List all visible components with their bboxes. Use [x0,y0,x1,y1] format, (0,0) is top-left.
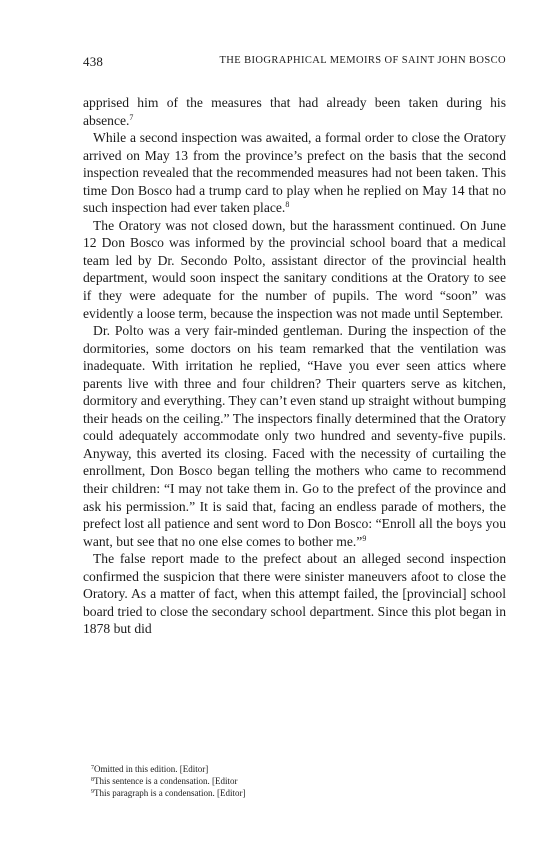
footnote-text: This paragraph is a condensation. [Editor] [94,788,246,798]
footnote-ref-8: 8 [285,200,290,210]
running-head: THE BIOGRAPHICAL MEMOIRS OF SAINT JOHN BOSCO [219,55,506,66]
paragraph-4 [83,322,506,550]
paragraph-4-text: Dr. Polto was a very fair-minded gentleman. During the inspection of the dormitories, some doctors on his team remarked that the ventilation was inadequate. With irritation he replied, “Have you ever seen attics where parents live with three and four children? Their quarters serve as kitchen, dormitory and everything. They can’t even stand up straight without bumping their heads on the ceiling.” The inspectors finally determined that the Oratory could adequately accommodate only two hundred and seventy-five pupils. Anyway, this averted its closing. Faced with the necessity of curtailing the enrollment, Don Bosco began telling the mothers who came to recommend their children: “I may not take them in. Go to the prefect of the province and ask his permission.” It is said that, facing an endless parade of mothers, the prefect lost all patience and sent word to Don Bosco: “Enroll all the boys you want, but see that no one else comes to bother me.” [83,323,506,549]
footnote-8 [91,775,506,787]
footnote-mark: 9 [91,789,94,795]
body-text [83,94,506,638]
footnote-9 [91,787,506,799]
page-number: 438 [83,54,104,69]
footnote-text: Omitted in this edition. [Editor] [94,764,209,774]
paragraph-5 [83,550,506,638]
footnote-mark: 7 [91,765,94,771]
page-header [83,54,506,72]
paragraph-5-text: The false report made to the prefect about an alleged second inspection confirmed the suspicion that there were sinister maneuvers afoot to close the Oratory. As a matter of fact, when this attempt failed, the [provincial] school board tried to close the secondary school department. Since this plot began in 1878 but did [83,551,506,637]
paragraph-2 [83,129,506,217]
paragraph-2-text: While a second inspection was awaited, a formal order to close the Oratory arrived on May 13 from the province’s prefect on the basis that the second inspection revealed that the recommended measures had not been taken. This time Don Bosco had a trump card to play when he replied on May 14 that no such inspection had ever taken place. [83,130,506,216]
footnote-text: This sentence is a condensation. [Editor [94,776,238,786]
paragraph-1-text: apprised him of the measures that had already been taken during his absence. [83,95,506,128]
footnote-7 [91,763,506,775]
paragraph-3-text: The Oratory was not closed down, but the harassment continued. On June 12 Don Bosco was informed by the provincial school board that a medical team led by Dr. Secondo Polto, assistant director of the provincial health department, would soon inspect the sanitary conditions at the Oratory to see if they were adequate for the number of pupils. The word “soon” was evidently a loose term, because the inspection was not made until September. [83,217,506,321]
paragraph-3 [83,217,506,322]
paragraph-1 [83,94,506,129]
footnote-ref-9: 9 [362,533,367,543]
footnote-ref-7: 7 [129,112,134,122]
footnotes [91,763,506,799]
footnote-mark: 8 [91,777,94,783]
